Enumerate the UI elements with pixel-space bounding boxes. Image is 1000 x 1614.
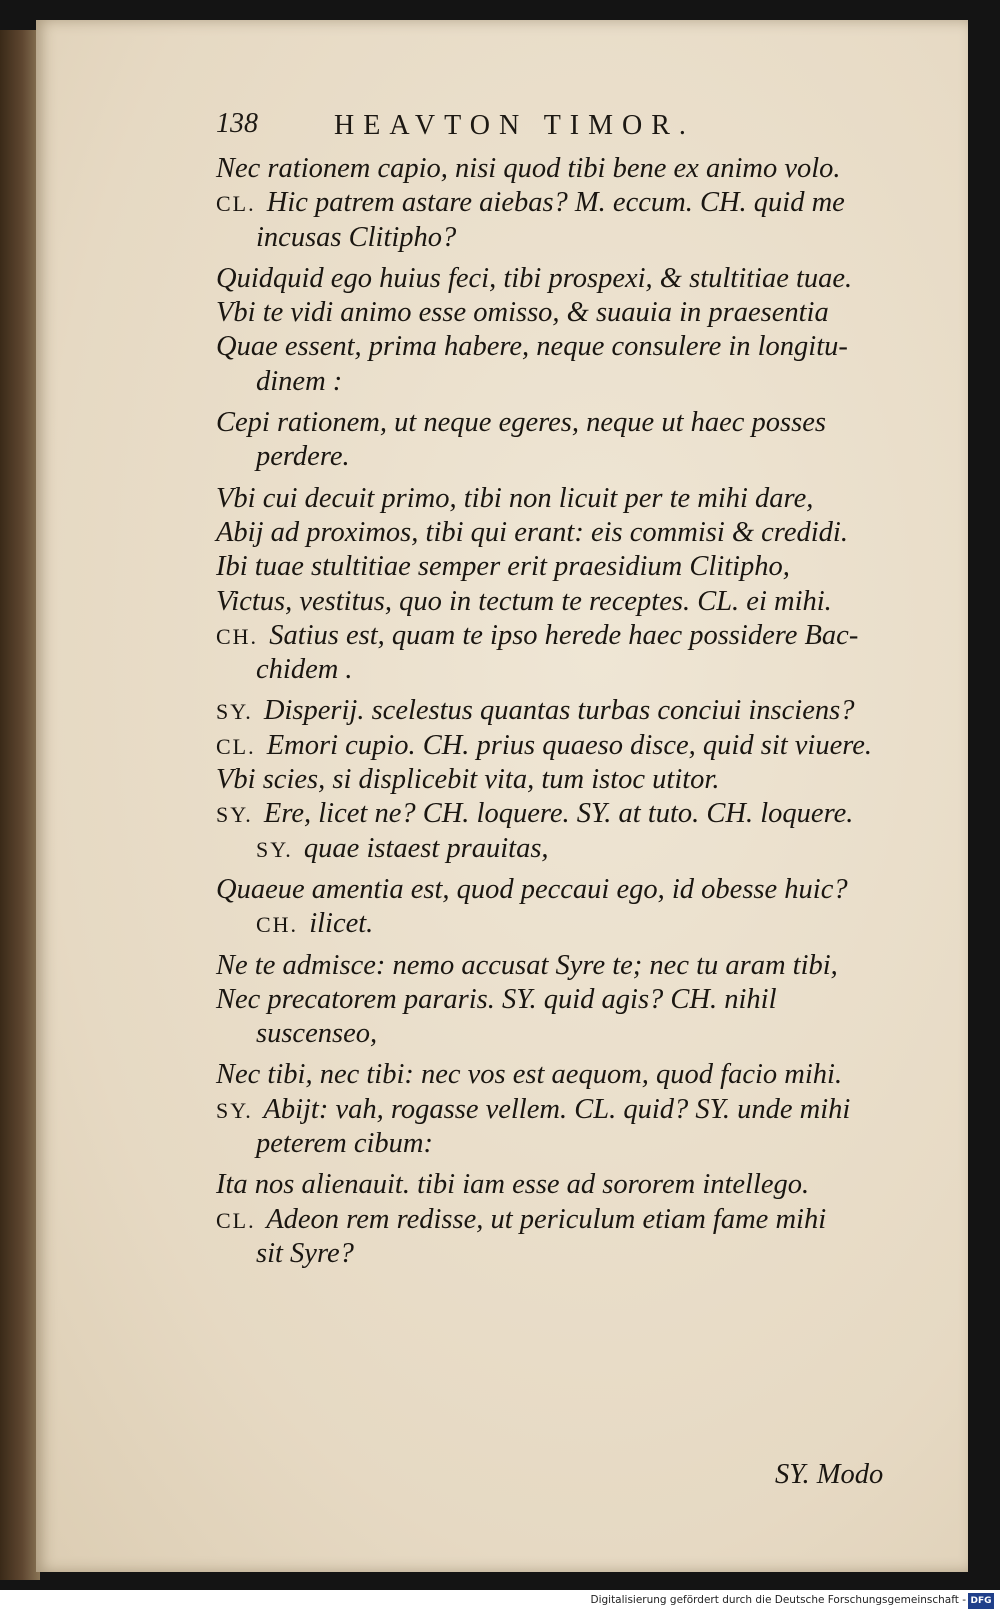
text-line (216, 1017, 936, 1051)
running-title: HEAVTON TIMOR. (334, 110, 695, 141)
page-number: 138 (216, 108, 258, 139)
dfg-logo: DFG (968, 1593, 994, 1609)
line-text: Satius est, quam te ipso herede haec possidere Bac- (269, 619, 859, 651)
speaker-label: CH. (216, 623, 259, 649)
line-text: Nec tibi, nec tibi: nec vos est aequom, quod facio mihi. (216, 1059, 843, 1091)
line-text: Vbi cui decuit primo, tibi non licuit per te mihi dare, (216, 482, 814, 514)
line-text: perdere. (256, 441, 350, 473)
text-line (216, 1058, 936, 1092)
line-text: Ne te admisce: nemo accusat Syre te; nec tu aram tibi, (216, 949, 838, 981)
text-line (216, 585, 936, 619)
catchword: SY. Modo (775, 1459, 884, 1490)
text-line (216, 296, 936, 330)
line-text: Hic patrem astare aiebas? M. eccum. CH. quid me (266, 187, 845, 219)
text-line (216, 1093, 936, 1127)
text-line (216, 619, 936, 653)
line-text: quae istaest prauitas, (303, 832, 549, 864)
line-text: sit Syre? (256, 1237, 354, 1269)
line-text: Vbi te vidi animo esse omisso, & suauia in praesentia (216, 297, 829, 329)
text-line (216, 440, 936, 474)
digitization-footer (0, 1590, 1000, 1614)
text-line (216, 983, 936, 1017)
line-text: Adeon rem redisse, ut periculum etiam fame mihi (266, 1203, 827, 1235)
text-line (216, 406, 936, 440)
line-text: Cepi rationem, ut neque egeres, neque ut haec posses (216, 407, 826, 439)
text-line (216, 1168, 936, 1202)
page-header (216, 108, 916, 148)
line-text: Abij ad proximos, tibi qui erant: eis commisi & credidi. (216, 516, 848, 548)
speaker-label: CL. (216, 191, 256, 217)
book-spine-edge (0, 30, 40, 1580)
text-line (216, 797, 936, 831)
text-line (216, 873, 936, 907)
speaker-label: CH. (256, 912, 299, 938)
text-line (216, 907, 936, 941)
line-text: Quaeue amentia est, quod peccaui ego, id obesse huic? (216, 873, 848, 905)
speaker-label: SY. (216, 802, 253, 828)
line-text: suscenseo, (256, 1018, 378, 1050)
speaker-label: CL. (216, 733, 256, 759)
text-line (216, 330, 936, 364)
text-line (216, 221, 936, 255)
speaker-label: SY. (216, 1097, 253, 1123)
text-line (216, 1127, 936, 1161)
verse-text (216, 152, 936, 1271)
line-text: dinem : (256, 365, 343, 397)
speaker-label: SY. (256, 836, 293, 862)
line-text: peterem cibum: (256, 1128, 433, 1160)
line-text: Disperij. scelestus quantas turbas conciui insciens? (263, 695, 855, 727)
text-line (216, 365, 936, 399)
line-text: incusas Clitipho? (256, 221, 457, 253)
text-line (216, 694, 936, 728)
line-text: Nec precatorem pararis. SY. quid agis? CH. nihil (216, 983, 777, 1015)
text-line (216, 516, 936, 550)
speaker-label: SY. (216, 699, 253, 725)
text-line (216, 482, 936, 516)
funding-credit: Digitalisierung gefördert durch die Deutsche Forschungsgemeinschaft - (590, 1594, 966, 1606)
line-text: Quae essent, prima habere, neque consulere in longitu- (216, 331, 848, 363)
text-line (216, 832, 936, 866)
line-text: chidem . (256, 654, 353, 686)
line-text: ilicet. (309, 908, 374, 940)
line-text: Vbi scies, si displicebit vita, tum istoc utitor. (216, 764, 720, 796)
line-text: Emori cupio. CH. prius quaeso disce, quid sit viuere. (266, 729, 873, 761)
text-line (216, 550, 936, 584)
text-line (216, 1203, 936, 1237)
text-line (216, 1237, 936, 1271)
line-text: Ita nos alienauit. tibi iam esse ad sororem intellego. (216, 1169, 810, 1201)
text-line (216, 186, 936, 220)
line-text: Quidquid ego huius feci, tibi prospexi, & stultitiae tuae. (216, 262, 853, 294)
text-line (216, 763, 936, 797)
line-text: Abijt: vah, rogasse vellem. CL. quid? SY. unde mihi (263, 1093, 851, 1125)
text-line (216, 729, 936, 763)
speaker-label: CL. (216, 1207, 256, 1233)
text-line (216, 653, 936, 687)
line-text: Victus, vestitus, quo in tectum te receptes. CL. ei mihi. (216, 585, 832, 617)
text-line (216, 949, 936, 983)
text-line (216, 152, 936, 186)
line-text: Ibi tuae stultitiae semper erit praesidium Clitipho, (216, 551, 790, 583)
line-text: Nec rationem capio, nisi quod tibi bene ex animo volo. (216, 153, 841, 184)
line-text: Ere, licet ne? CH. loquere. SY. at tuto. CH. loquere. (263, 798, 854, 830)
text-line (216, 262, 936, 296)
